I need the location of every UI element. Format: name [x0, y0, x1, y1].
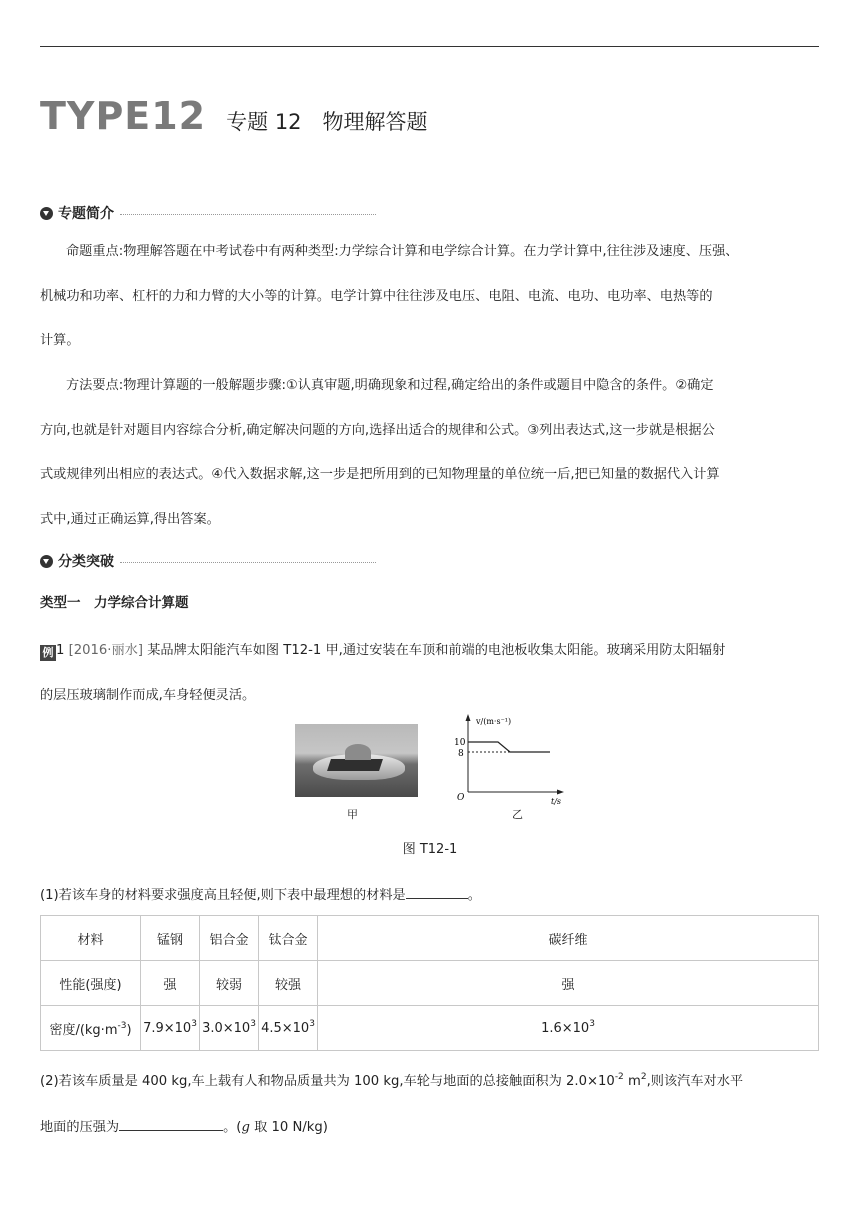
question-2-line-1 — [40, 1059, 819, 1105]
table-row — [41, 1006, 819, 1051]
paragraph-line: 式或规律列出相应的表达式。④代入数据求解,这一步是把所用到的已知物理量的单位统一后,把已知量的数据代入计算 — [40, 467, 720, 483]
example-line-2: 的层压玻璃制作而成,车身轻便灵活。 — [40, 688, 256, 703]
table-cell — [318, 1006, 819, 1051]
gravity-symbol: g — [241, 1120, 250, 1135]
question-2 — [40, 1059, 819, 1151]
y-axis-arrow — [466, 714, 471, 721]
triangle-down-icon — [40, 207, 53, 220]
answer-blank-1[interactable] — [406, 897, 468, 899]
question-2-text: (2)若该车质量是 400 kg,车上载有人和物品质量共为 100 kg,车轮与地面的总接触面积为 2.0×10 — [40, 1074, 615, 1089]
density-exp: 3 — [589, 1018, 595, 1029]
intro-paragraph-2 — [40, 364, 819, 542]
question-2-text: 取 10 N/kg) — [249, 1120, 328, 1135]
table-cell: 锰钢 — [141, 916, 200, 961]
origin-label: O — [457, 793, 465, 803]
paragraph-line: 方法要点:物理计算题的一般解题步骤:①认真审题,明确现象和过程,确定给出的条件或题目中隐含的条件。②确定 — [66, 378, 714, 393]
table-cell: 较弱 — [200, 961, 259, 1006]
table-cell: 性能(强度) — [41, 961, 141, 1006]
example-number: 1 — [56, 643, 65, 658]
example-line-1 — [40, 628, 819, 673]
intro-paragraph-1 — [40, 230, 819, 364]
title-text: 专题 12 物理解答题 — [226, 110, 428, 134]
top-rule — [40, 46, 819, 47]
tick-label-10: 10 — [454, 738, 466, 748]
y-axis-label: v/(m·s⁻¹) — [476, 717, 512, 726]
paragraph-line: 计算。 — [40, 333, 80, 349]
tick-label-8: 8 — [458, 749, 464, 759]
question-2-text: 。( — [223, 1120, 242, 1135]
table-cell — [141, 1006, 200, 1051]
triangle-down-icon — [40, 555, 53, 568]
table-cell: 碳纤维 — [318, 916, 819, 961]
figure-caption-b: 乙 — [512, 808, 523, 821]
density-exp: 3 — [250, 1018, 256, 1029]
density-label: 密度/(kg·m — [49, 1022, 118, 1038]
solar-panel-shape — [327, 759, 383, 771]
table-row — [41, 916, 819, 961]
type-heading: 类型一 力学综合计算题 — [40, 595, 189, 611]
table-cell — [200, 1006, 259, 1051]
question-1 — [40, 884, 481, 903]
question-2-text: ,则该汽车对水平 — [646, 1074, 744, 1089]
question-1-end: 。 — [467, 888, 481, 903]
section-intro-heading — [40, 203, 376, 223]
density-label-end: ) — [126, 1022, 132, 1038]
solar-car-photo — [295, 724, 418, 797]
figure-caption-a: 甲 — [347, 808, 358, 821]
exponent: 2 — [640, 1072, 647, 1082]
example-source: [2016·丽水] — [68, 643, 144, 658]
car-canopy-shape — [345, 744, 371, 760]
answer-blank-2[interactable] — [119, 1129, 223, 1131]
table-cell: 较强 — [259, 961, 318, 1006]
velocity-series-line — [468, 742, 550, 752]
dotted-divider — [120, 561, 376, 563]
table-cell — [41, 1006, 141, 1051]
density-value: 1.6×10 — [541, 1020, 590, 1036]
density-exp: 3 — [191, 1018, 197, 1029]
type-code: TYPE12 — [40, 94, 207, 138]
table-cell: 钛合金 — [259, 916, 318, 961]
table-cell — [259, 1006, 318, 1051]
question-2-line-2 — [40, 1105, 819, 1151]
dotted-divider — [120, 213, 376, 215]
density-label-sup: -3 — [117, 1020, 127, 1031]
density-value: 3.0×10 — [202, 1020, 251, 1036]
table-row — [41, 961, 819, 1006]
figure-title: 图 T12-1 — [402, 842, 458, 857]
density-value: 4.5×10 — [261, 1020, 310, 1036]
density-exp: 3 — [309, 1018, 315, 1029]
question-2-text: 地面的压强为 — [40, 1120, 120, 1135]
materials-table — [40, 915, 819, 1051]
paragraph-line: 命题重点:物理解答题在中考试卷中有两种类型:力学综合计算和电学综合计算。在力学计算中,往往涉及速度、压强、 — [66, 244, 739, 259]
velocity-time-graph — [448, 712, 568, 808]
table-cell: 铝合金 — [200, 916, 259, 961]
example-badge: 例 — [40, 645, 56, 661]
question-1-text: (1)若该车身的材料要求强度高且轻便,则下表中最理想的材料是 — [40, 888, 406, 903]
exponent: -2 — [614, 1072, 624, 1082]
example-text: 某品牌太阳能汽车如图 T12-1 甲,通过安装在车顶和前端的电池板收集太阳能。玻璃采用防太阳辐射 — [147, 643, 726, 658]
section-breakdown-heading — [40, 551, 376, 571]
paragraph-line: 式中,通过正确运算,得出答案。 — [40, 511, 220, 527]
page-title — [40, 94, 428, 138]
table-cell: 强 — [141, 961, 200, 1006]
example-1 — [40, 628, 819, 718]
table-cell: 强 — [318, 961, 819, 1006]
x-axis-label: t/s — [551, 797, 562, 806]
section-breakdown-label: 分类突破 — [58, 554, 114, 570]
paragraph-line: 机械功和功率、杠杆的力和力臂的大小等的计算。电学计算中往往涉及电压、电阻、电流、电功、电功率、电热等的 — [40, 288, 713, 304]
paragraph-line: 方向,也就是针对题目内容综合分析,确定解决问题的方向,选择出适合的规律和公式。③列出表达式,这一步就是根据公 — [40, 422, 715, 438]
section-intro-label: 专题简介 — [58, 206, 114, 222]
table-cell: 材料 — [41, 916, 141, 961]
x-axis-arrow — [557, 790, 564, 795]
unit-text: m — [623, 1074, 641, 1089]
density-value: 7.9×10 — [143, 1020, 192, 1036]
